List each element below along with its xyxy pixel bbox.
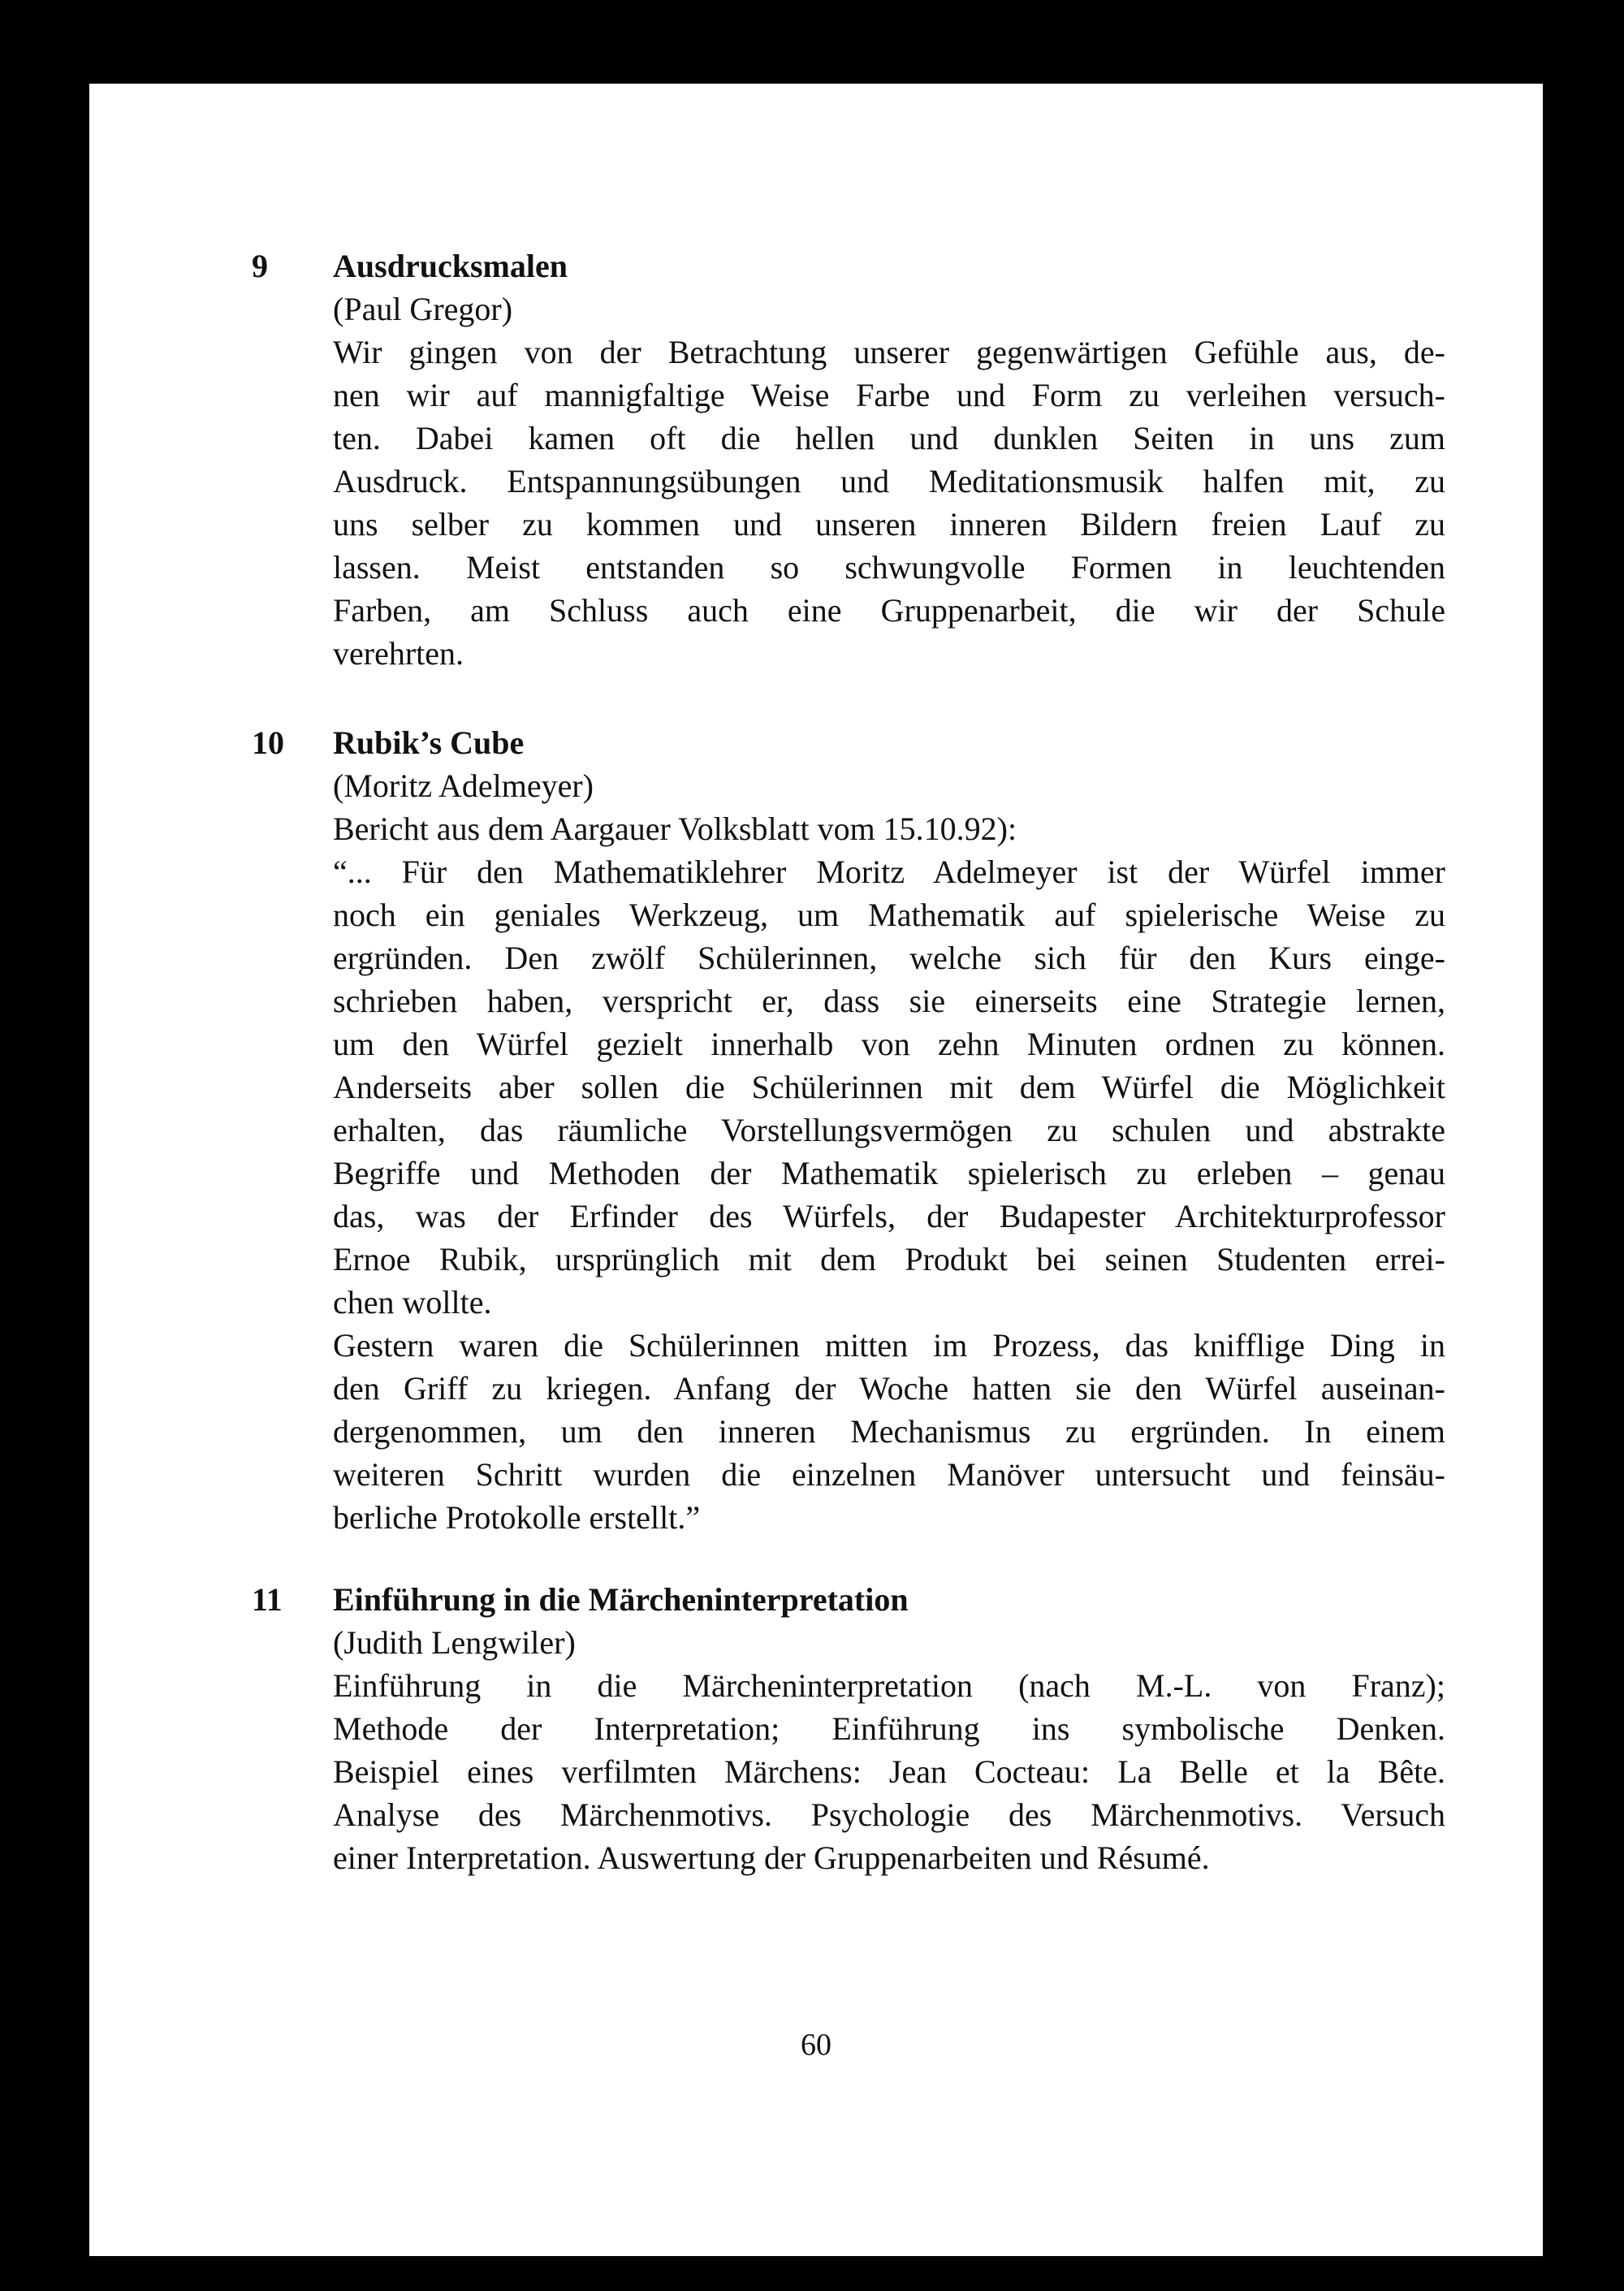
page-number: 60 bbox=[801, 2028, 831, 2062]
body-line: Analyse des Märchenmotivs. Psychologie des Märchenmotivs. Versuch bbox=[333, 1796, 1445, 1833]
body-line: nen wir auf mannigfaltige Weise Farbe und Form zu verleihen versuch- bbox=[333, 377, 1445, 413]
body-line: ten. Dabei kamen oft die hellen und dunklen Seiten in uns zum bbox=[333, 420, 1445, 456]
section-title: Ausdrucksmalen bbox=[333, 248, 568, 284]
body-line: noch ein geniales Werkzeug, um Mathematik auf spielerische Weise zu bbox=[333, 897, 1445, 933]
section-number: 9 bbox=[252, 248, 268, 284]
section-title: Einführung in die Märcheninterpretation bbox=[333, 1581, 909, 1618]
body-line: Methode der Interpretation; Einführung ins symbolische Denken. bbox=[333, 1710, 1445, 1747]
body-line: uns selber zu kommen und unseren inneren Bildern freien Lauf zu bbox=[333, 506, 1445, 542]
document-page bbox=[89, 84, 1543, 2256]
body-line: Wir gingen von der Betrachtung unserer gegenwärtigen Gefühle aus, de- bbox=[333, 334, 1445, 370]
body-line: “... Für den Mathematiklehrer Moritz Adelmeyer ist der Würfel immer bbox=[333, 854, 1445, 890]
body-line: das, was der Erfinder des Würfels, der Budapester Architekturprofessor bbox=[333, 1198, 1445, 1234]
section-author: (Moritz Adelmeyer) bbox=[333, 767, 594, 804]
body-line: schrieben haben, verspricht er, dass sie einerseits eine Strategie lernen, bbox=[333, 983, 1445, 1019]
body-line: dergenommen, um den inneren Mechanismus zu ergründen. In einem bbox=[333, 1413, 1445, 1450]
body-line: chen wollte. bbox=[333, 1284, 492, 1321]
body-line: einer Interpretation. Auswertung der Gruppenarbeiten und Résumé. bbox=[333, 1839, 1210, 1876]
section-number: 10 bbox=[252, 724, 284, 761]
body-line: Anderseits aber sollen die Schülerinnen mit dem Würfel die Möglichkeit bbox=[333, 1069, 1445, 1105]
section-author: (Paul Gregor) bbox=[333, 291, 513, 327]
body-line: Beispiel eines verfilmten Märchens: Jean Cocteau: La Belle et la Bête. bbox=[333, 1753, 1445, 1790]
body-line: Einführung in die Märcheninterpretation (nach M.-L. von Franz); bbox=[333, 1667, 1445, 1704]
body-line: weiteren Schritt wurden die einzelnen Manöver untersucht und feinsäu- bbox=[333, 1456, 1445, 1493]
body-line: Farben, am Schluss auch eine Gruppenarbeit, die wir der Schule bbox=[333, 592, 1445, 629]
body-line: Gestern waren die Schülerinnen mitten im Prozess, das knifflige Ding in bbox=[333, 1327, 1445, 1364]
body-line: Ernoe Rubik, ursprünglich mit dem Produkt bei seinen Studenten errei- bbox=[333, 1241, 1445, 1277]
body-line: lassen. Meist entstanden so schwungvolle Formen in leuchtenden bbox=[333, 549, 1445, 586]
body-line: Begriffe und Methoden der Mathematik spielerisch zu erleben – genau bbox=[333, 1155, 1445, 1191]
page-content bbox=[89, 84, 1543, 2256]
body-line: Ausdruck. Entspannungsübungen und Meditationsmusik halfen mit, zu bbox=[333, 463, 1445, 499]
section-title: Rubik’s Cube bbox=[333, 724, 525, 761]
body-line: erhalten, das räumliche Vorstellungsvermögen zu schulen und abstrakte bbox=[333, 1112, 1445, 1148]
section-number: 11 bbox=[252, 1581, 283, 1618]
section-author: (Judith Lengwiler) bbox=[333, 1624, 576, 1661]
body-line: um den Würfel gezielt innerhalb von zehn Minuten ordnen zu können. bbox=[333, 1026, 1445, 1062]
body-line: den Griff zu kriegen. Anfang der Woche hatten sie den Würfel auseinan- bbox=[333, 1370, 1445, 1407]
body-line: verehrten. bbox=[333, 635, 464, 672]
body-line: ergründen. Den zwölf Schülerinnen, welche sich für den Kurs einge- bbox=[333, 940, 1445, 976]
body-line: Bericht aus dem Aargauer Volksblatt vom 15.10.92): bbox=[333, 810, 1017, 847]
body-line: berliche Protokolle erstellt.” bbox=[333, 1499, 701, 1536]
